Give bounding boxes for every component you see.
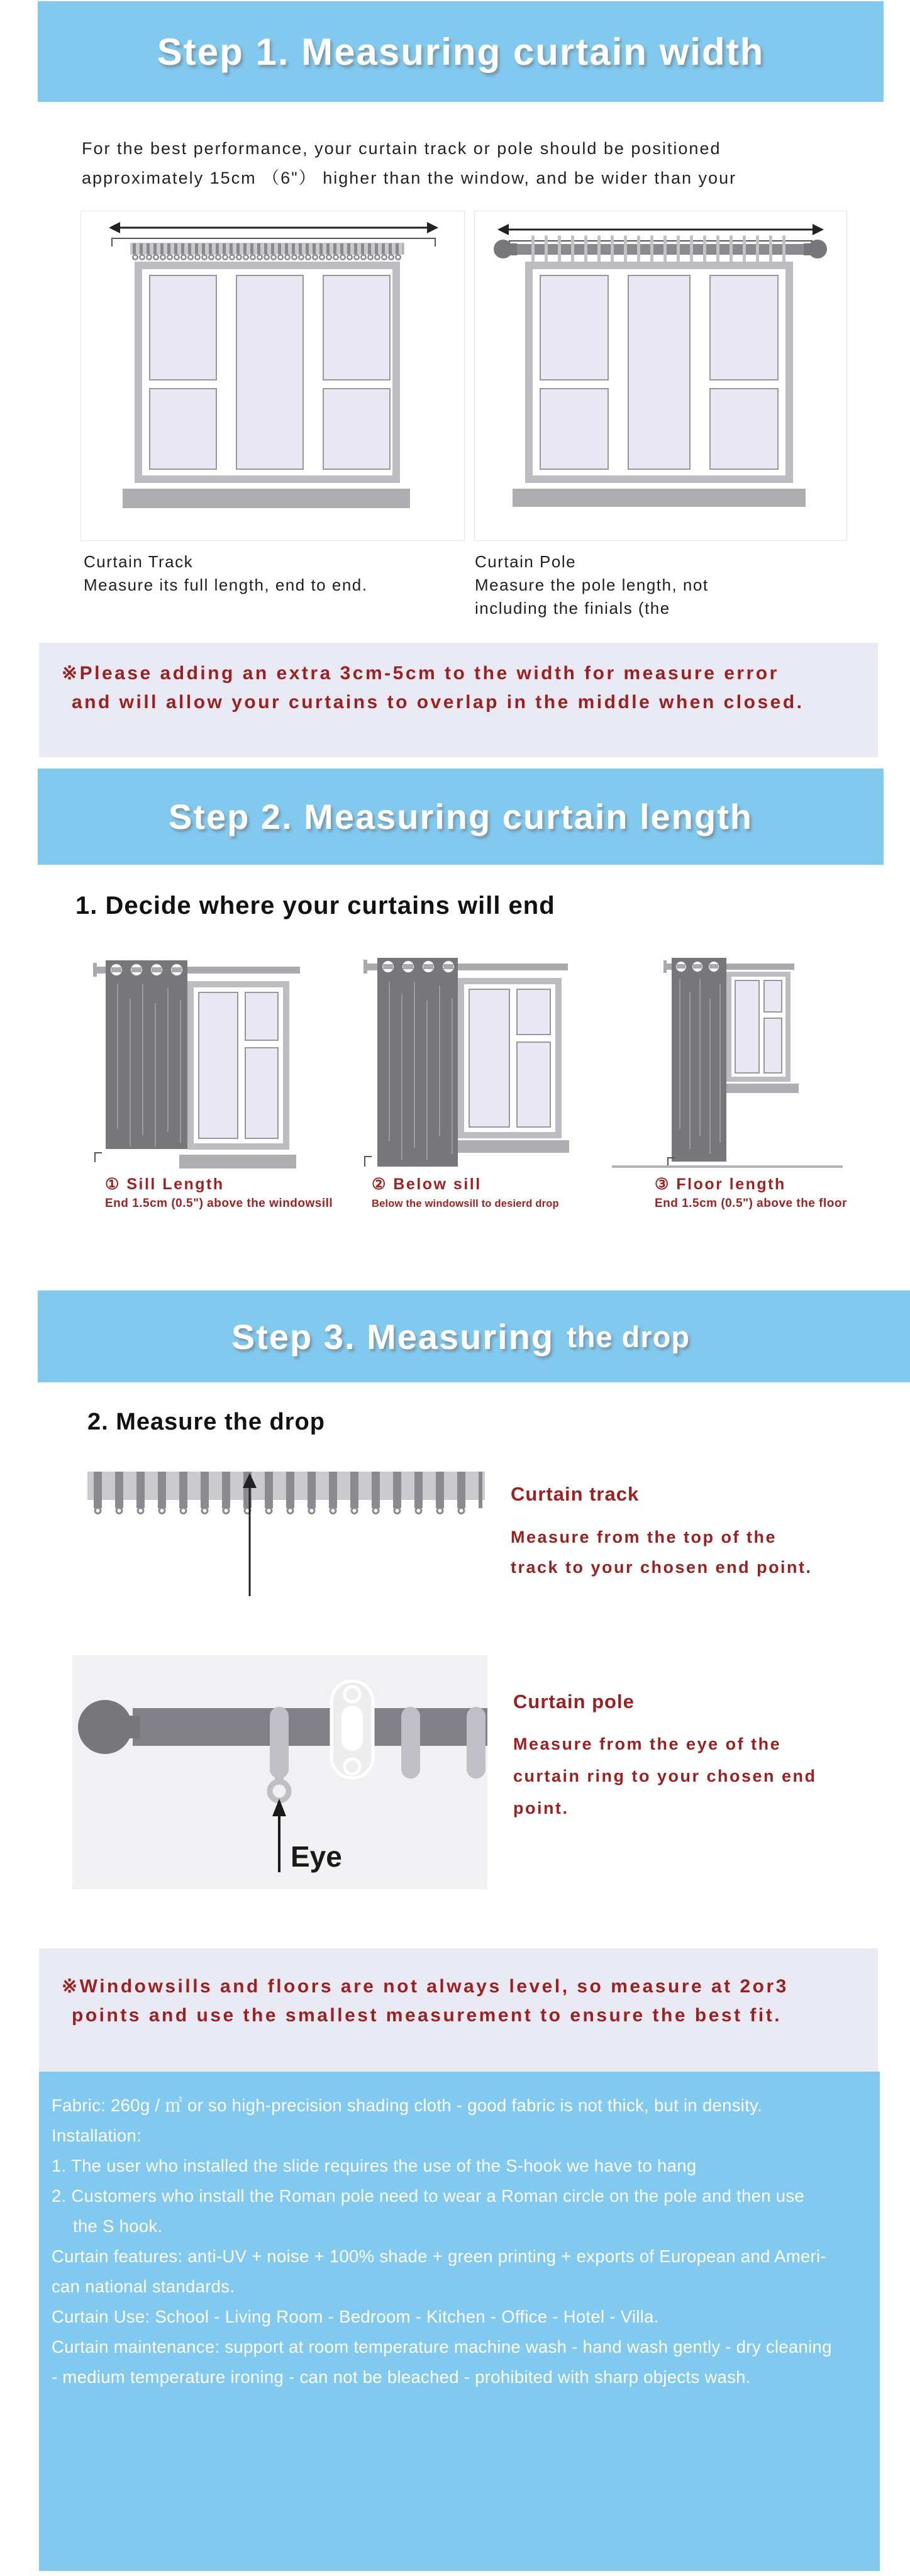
end-mark [365,1157,372,1167]
curtain-track-diagram [80,211,465,541]
pole [494,240,827,258]
details-line: Curtain Use: School - Living Room - Bedroom - Kitchen - Office - Hotel - Villa. [52,2307,659,2326]
details-line: - medium temperature ironing - can not be bleached - prohibited with sharp objects wash. [52,2367,751,2387]
sill-length-diagram [93,960,300,1169]
window [513,262,806,507]
details-line: Installation: [52,2126,142,2145]
pole-eye-illustration [72,1655,487,1889]
option3-subtitle: End 1.5cm (0.5") above the floor [655,1197,847,1210]
right-finial [808,240,827,258]
details-line: Curtain features: anti-UV + noise + 100% shade + green printing + exports of European and Ameri- [52,2246,826,2266]
curtain-pole-diagram [474,211,847,541]
wall-bracket [331,1681,373,1778]
option2-subtitle: Below the windowsill to desierd drop [372,1198,559,1209]
track-caption [84,550,367,597]
step2-banner-title: Step 2. Measuring curtain length [168,797,753,836]
option1-title: ① Sill Length [105,1175,225,1193]
curtain-ring [270,1707,289,1779]
windowsill [448,1140,569,1153]
track-drop-illustration [87,1470,490,1599]
track-strip [130,243,404,257]
details-line: 1. The user who installed the slide requires the use of the S-hook we have to hang [52,2156,697,2175]
step3-banner [38,1291,910,1382]
grommets [676,962,719,972]
pole-caption [475,550,709,620]
step1-banner [38,1,884,102]
option1-subtitle: End 1.5cm (0.5") above the windowsill [105,1197,333,1210]
eye-label: Eye [291,1840,342,1873]
level-note-line2: points and use the smallest measurement to ensure the best fit. [72,2005,782,2026]
floor-length-diagram [612,958,843,1167]
step3-banner-title: Step 3. Measuring [231,1316,555,1357]
step3-heading: 2. Measure the drop [87,1409,325,1435]
pole-caption-line2: including the finials (the [475,599,670,618]
step2-heading: 1. Decide where your curtains will end [75,892,555,919]
pole-body-line1: Measure from the eye of the [513,1735,782,1753]
option3-title: ③ Floor length [655,1175,786,1193]
width-arrow [497,224,824,235]
finial [78,1700,132,1754]
track-body [511,1522,813,1582]
details-line: can national standards. [52,2277,235,2296]
windowsill [717,1084,799,1093]
windowsill [513,489,806,507]
pole-body [513,1728,817,1824]
curtain-length-options-illustration [41,940,858,1174]
intro-line-2: approximately 15cm （6"） higher than the window, and be wider than your [82,169,737,187]
pole-body-line3: point. [513,1799,569,1818]
step3-banner-suffix: the drop [567,1319,691,1353]
left-finial [494,240,513,258]
width-note [39,643,878,757]
track-body-line2: track to your chosen end point. [511,1558,813,1577]
level-note-line1: ※Windowsills and floors are not always level, so measure at 2or3 [62,1976,789,1997]
track-title: Curtain track [511,1483,640,1505]
below-sill-diagram [363,958,569,1167]
pole-body-line2: curtain ring to your chosen end [513,1767,817,1785]
level-note [39,1948,878,2076]
width-note-line1: ※Please adding an extra 3cm-5cm to the width for measure error [62,663,779,684]
details-line: Curtain maintenance: support at room temperature machine wash - hand wash gently - dry cleaning [52,2337,832,2357]
windowsill [179,1155,296,1169]
details-line: the S hook. [73,2216,163,2236]
curtain-ring [467,1707,486,1779]
details-line: 2. Customers who install the Roman pole need to wear a Roman circle on the pole and then use [52,2186,805,2206]
track-body-line1: Measure from the top of the [511,1528,777,1546]
pole-caption-line1: Measure the pole length, not [475,575,709,594]
end-mark [95,1153,102,1162]
pole [133,1708,487,1746]
curtain-track-illustration [81,211,464,540]
step1-intro [82,134,862,193]
details-line: Fabric: 260g / ㎡ or so high-precision shading cloth - good fabric is not thick, but in density. [52,2096,763,2115]
width-note-line2: and will allow your curtains to overlap in the middle when closed. [72,692,804,713]
step2-banner [38,769,884,865]
curtain-ring [401,1707,420,1779]
product-details [39,2072,880,2571]
option2-title: ② Below sill [372,1175,482,1193]
window [123,262,410,508]
step1-banner-title: Step 1. Measuring curtain width [157,30,765,73]
intro-line-1: For the best performance, your curtain track or pole should be positioned [82,139,721,158]
track-caption-title: Curtain Track [84,552,194,571]
pole-caption-title: Curtain Pole [475,552,577,571]
curtain-pole-illustration [475,211,846,540]
pole-title: Curtain pole [513,1690,635,1713]
track-caption-body: Measure its full length, end to end. [84,575,368,594]
windowsill [123,489,410,508]
width-arrow [109,222,438,233]
